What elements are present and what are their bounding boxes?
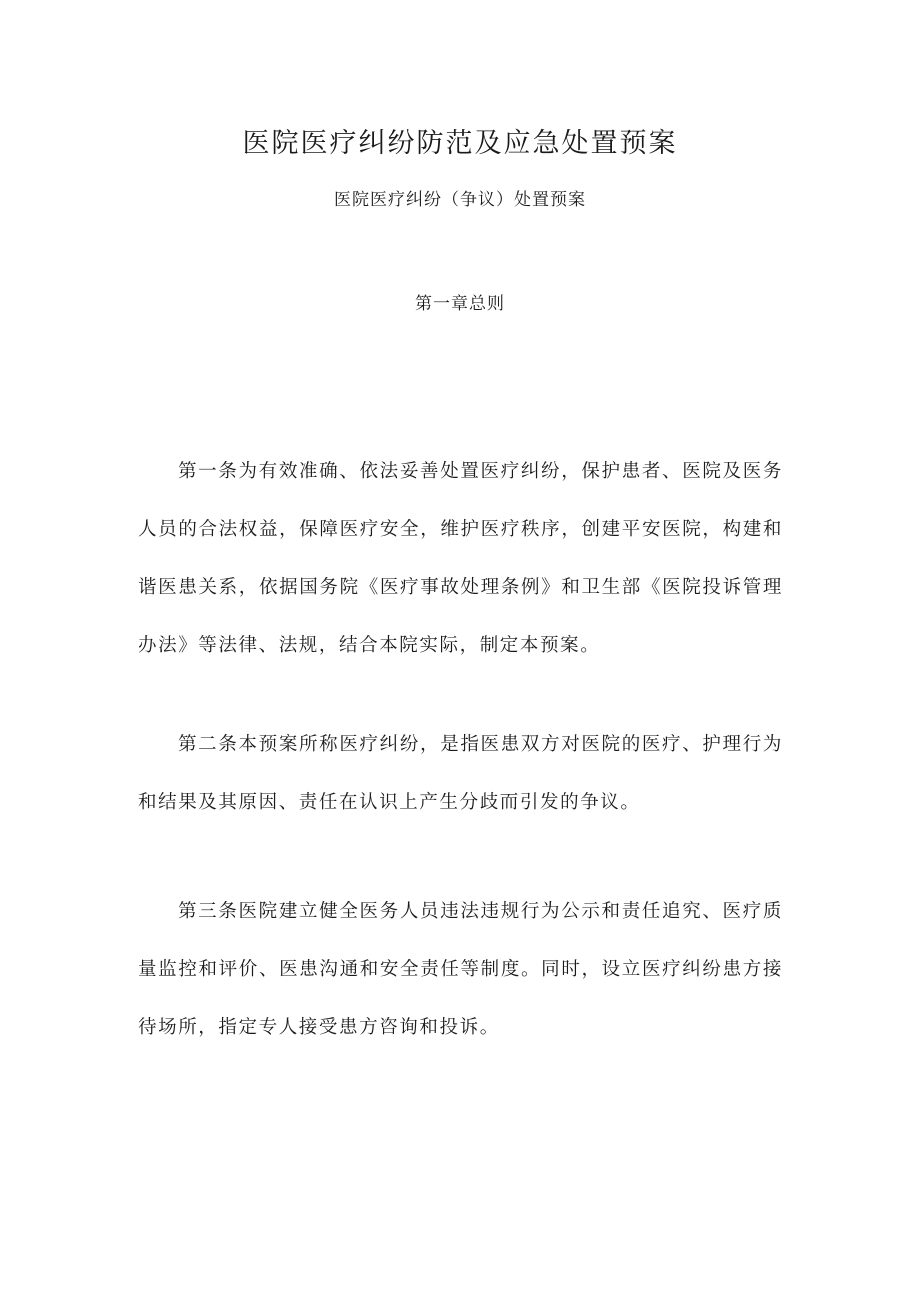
document-title: 医院医疗纠纷防范及应急处置预案 — [242, 128, 678, 159]
article-1-paragraph: 第一条为有效准确、依法妥善处置医疗纠纷，保护患者、医院及医务人员的合法权益，保障医疗安全，维护医疗秩序，创建平安医院，构建和谐医患关系，依据国务院《医疗事故处理条例》和卫生部《医院投诉管理办法》等法律、法规，结合本院实际，制定本预案。 — [138, 461, 783, 656]
chapter-heading: 第一章总则 — [415, 294, 505, 314]
article-3-paragraph: 第三条医院建立健全医务人员违法违规行为公示和责任追究、医疗质量监控和评价、医患沟通和安全责任等制度。同时，设立医疗纠纷患方接待场所，指定专人接受患方咨询和投诉。 — [138, 901, 783, 1038]
article-2-paragraph: 第二条本预案所称医疗纠纷，是指医患双方对医院的医疗、护理行为和结果及其原因、责任在认识上产生分歧而引发的争议。 — [138, 734, 783, 813]
document-subtitle: 医院医疗纠纷（争议）处置预案 — [334, 190, 586, 210]
